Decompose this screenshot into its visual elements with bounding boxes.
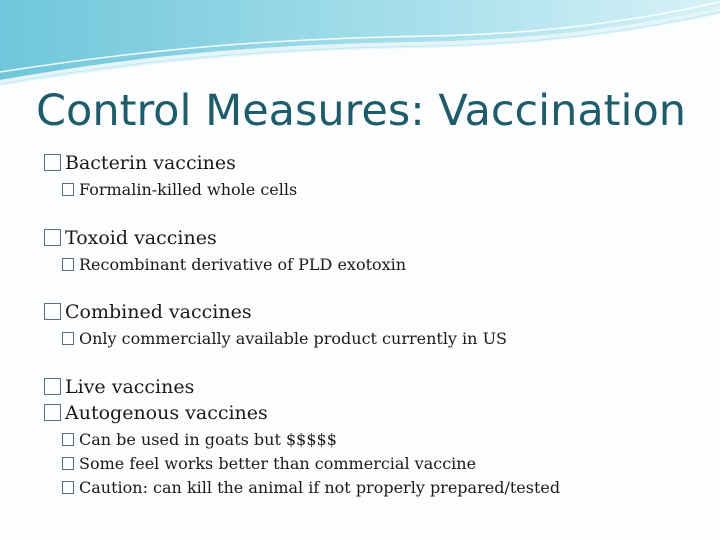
sub-bullet-text: Only commercially available product currently in US (79, 329, 508, 348)
bullet-box-icon (44, 229, 61, 246)
sub-bullet-item (62, 478, 560, 497)
bullet-text: Combined vaccines (65, 301, 252, 323)
sub-bullet-text: Recombinant derivative of PLD exotoxin (79, 255, 407, 274)
bullet-item (44, 376, 194, 398)
sub-bullet-item (62, 454, 476, 473)
bullet-box-icon (44, 378, 61, 395)
bullet-box-icon (44, 154, 61, 171)
bullet-item (44, 301, 252, 323)
slide-title: Control Measures: Vaccination (36, 86, 687, 136)
sub-bullet-text: Formalin-killed whole cells (79, 180, 298, 199)
bullet-text: Bacterin vaccines (65, 152, 236, 174)
bullet-text: Autogenous vaccines (65, 402, 268, 424)
bullet-box-icon (62, 481, 74, 494)
bullet-text: Toxoid vaccines (65, 227, 217, 249)
bullet-box-icon (62, 433, 74, 446)
bullet-box-icon (62, 183, 74, 196)
bullet-box-icon (44, 404, 61, 421)
sub-bullet-text: Caution: can kill the animal if not properly prepared/tested (79, 478, 561, 497)
bullet-item (44, 402, 268, 424)
bullet-item (44, 152, 236, 174)
bullet-box-icon (62, 332, 74, 345)
bullet-text: Live vaccines (65, 376, 195, 398)
bullet-box-icon (62, 457, 74, 470)
sub-bullet-item (62, 180, 297, 199)
bullet-box-icon (44, 303, 61, 320)
sub-bullet-text: Some feel works better than commercial vaccine (79, 454, 477, 473)
bullet-box-icon (62, 258, 74, 271)
header-wave-decoration (0, 0, 720, 90)
sub-bullet-text: Can be used in goats but $$$$$ (79, 430, 337, 449)
sub-bullet-item (62, 430, 337, 449)
sub-bullet-item (62, 255, 406, 274)
sub-bullet-item (62, 329, 507, 348)
bullet-item (44, 227, 217, 249)
